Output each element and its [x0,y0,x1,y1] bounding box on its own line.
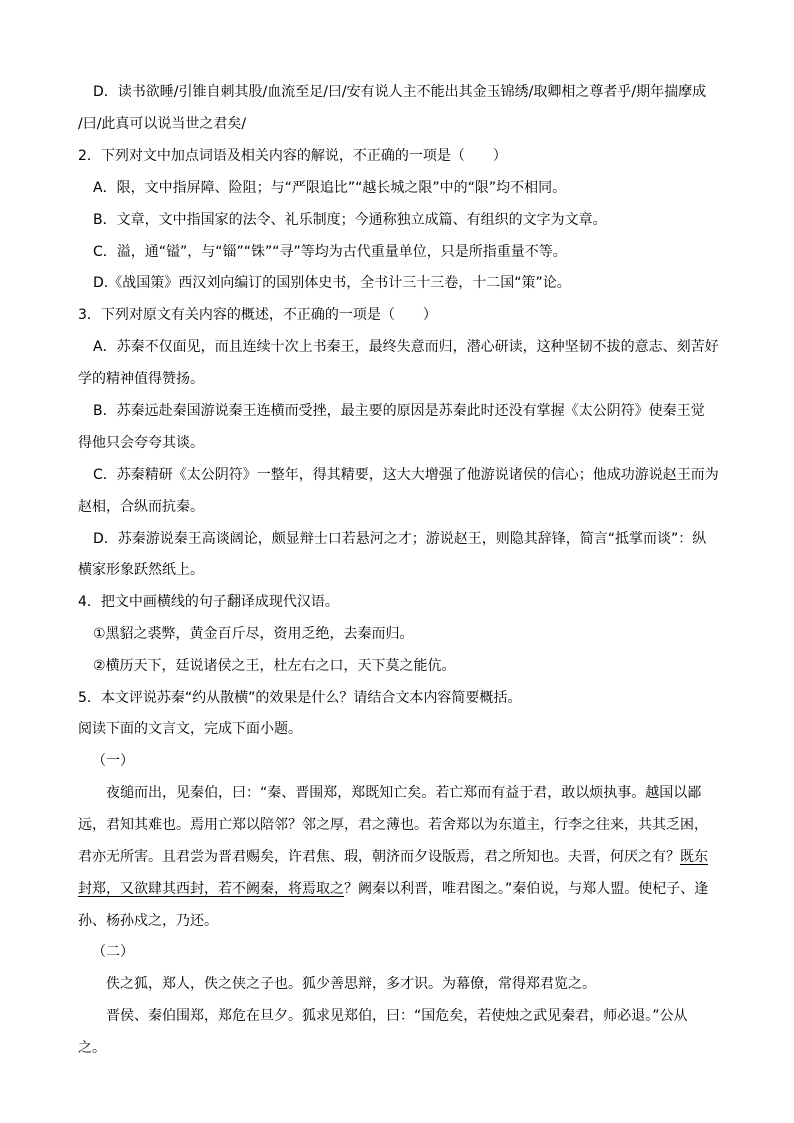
part2-heading: （二） [92,944,134,960]
q3-stem: 3．下列对原文有关内容的概述，不正确的一项是（ ） [78,307,437,323]
underlined-sentence-end: 封郑，又欲肆其西封，若不阙秦，将焉取之 [78,881,344,897]
q2-stem: 2．下列对文中加点词语及相关内容的解说，不正确的一项是（ ） [78,148,507,164]
part1-line3 [78,847,708,867]
q4-sentence-1: ①黑貂之裘弊，黄金百斤尽，资用乏绝，去秦而归。 [93,626,414,642]
q2-option-c: C．溢，通“镒”，与“锱”“铢”“寻”等均为古代重量单位，只是所指重量不等。 [93,244,567,260]
q2-option-d: D.《战国策》西汉刘向编订的国别体史书，全书计三十三卷，十二国“策”论。 [93,275,571,291]
underlined-sentence-start: 既东 [680,849,708,865]
q3-option-a-line2: 学的精神值得赞扬。 [78,371,204,387]
q3-option-c-line2: 赵相，合纵而抗秦。 [78,499,204,515]
part1-line2: 远，君知其难也。焉用亡郑以陪邻？邻之厚，君之薄也。若舍郑以为东道主，行李之往来，共其乏困， [78,817,708,833]
q3-option-a-line1: A．苏秦不仅面见，而且连续十次上书秦王，最终失意而归，潜心研读，这种坚韧不拔的意志、刻苦好 [93,339,719,355]
part2-paragraph2-line1: 晋侯、秦伯围郑，郑危在旦夕。狐求见郑伯，曰：“国危矣，若使烛之武见秦君，师必退。”公从 [106,1008,688,1024]
part2-paragraph2-line2: 之。 [78,1040,106,1056]
q2-option-b: B．文章，文中指国家的法令、礼乐制度；今通称独立成篇、有组织的文字为文章。 [93,212,607,228]
q2-option-a: A．限，文中指屏障、险阻；与“严限追比”“越长城之限”中的“限”均不相同。 [93,180,567,196]
part1-heading: （一） [92,753,134,769]
part1-line4 [78,879,708,899]
q4-sentence-2: ②横历天下，廷说诸侯之王，杜左右之口，天下莫之能伉。 [93,658,456,674]
q3-option-d-line1: D．苏秦游说秦王高谈阔论，颇显辩士口若悬河之才；游说赵王，则隐其辞锋，简言“抵掌而谈”：纵 [93,531,707,547]
q3-option-c-line1: C．苏秦精研《太公阴符》一整年，得其精要，这大大增强了他游说诸侯的信心；他成功游说赵王而为 [93,467,719,483]
part2-paragraph1: 佚之狐，郑人，佚之侠之子也。狐少善思辩，多才识。为幕僚，常得郑君览之。 [106,976,596,992]
q5-stem: 5．本文评说苏秦“约从散横”的效果是什么？请结合文本内容简要概括。 [78,690,522,706]
reading-intro: 阅读下面的文言文，完成下面小题。 [78,721,302,737]
part1-line1: 夜缒而出，见秦伯，曰：“秦、晋围郑，郑既知亡矣。若亡郑而有益于君，敢以烦执事。越国以鄙 [106,785,702,801]
part1-line4-text: ？阙秦以利晋，唯君图之。”秦伯说，与郑人盟。使杞子、逢 [344,881,709,897]
q3-option-d-line2: 横家形象跃然纸上。 [78,562,204,578]
q1-option-d-line2: /曰/此真可以说当世之君矣/ [78,116,247,132]
part1-line3-text: 君亦无所害。且君尝为晋君赐矣，许君焦、瑕，朝济而夕设版焉，君之所知也。夫晋，何厌之有？ [78,849,680,865]
q4-stem: 4．把文中画横线的句子翻译成现代汉语。 [78,594,339,610]
q3-option-b-line1: B．苏秦远赴秦国游说秦王连横而受挫，最主要的原因是苏秦此时还没有掌握《太公阴符》使秦王觉 [93,403,705,419]
q3-option-b-line2: 得他只会夸夸其谈。 [78,435,204,451]
part1-line5: 孙、杨孙戍之，乃还。 [78,913,218,929]
q1-option-d-line1: D．读书欲睡/引锥自刺其股/血流至足/曰/安有说人主不能出其金玉锦绣/取卿相之尊者乎/期年揣摩成 [93,84,707,100]
